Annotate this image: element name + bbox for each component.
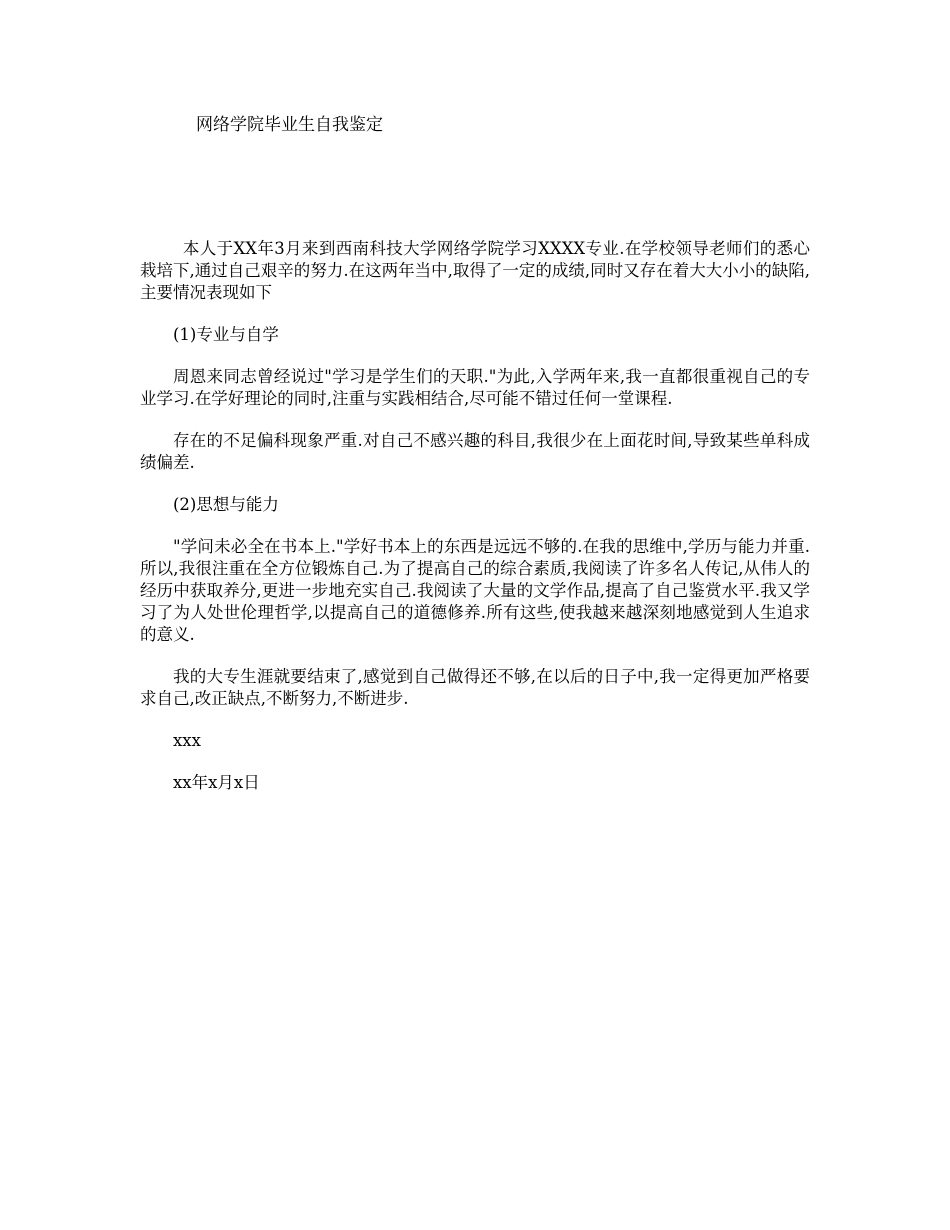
- section-heading-major: (1)专业与自学: [173, 325, 279, 344]
- paragraph-study: 周恩来同志曾经说过"学习是学生们的天职."为此,入学两年来,我一直都很重视自己的专业学习.在学好理论的同时,注重与实践相结合,尽可能不错过任何一堂课程.: [140, 367, 810, 408]
- signature-date: xx年x月x日: [173, 773, 260, 792]
- document-title: 网络学院毕业生自我鉴定: [196, 115, 383, 135]
- paragraph-conclusion: 我的大专生涯就要结束了,感觉到自己做得还不够,在以后的日子中,我一定得更加严格要求自己,改正缺点,不断努力,不断进步.: [140, 667, 810, 708]
- paragraph-intro: 本人于XX年3月来到西南科技大学网络学院学习XXXX专业.在学校领导老师们的悉心栽培下,通过自己艰辛的努力.在这两年当中,取得了一定的成绩,同时又存在着大大小小的缺陷,主要情况表现如下: [140, 239, 810, 302]
- paragraph-ability: "学问未必全在书本上."学好书本上的东西是远远不够的.在我的思维中,学历与能力并重.所以,我很注重在全方位锻炼自己.为了提高自己的综合素质,我阅读了许多名人传记,从伟人的经历中获取养分,更进一步地充实自己.我阅读了大量的文学作品,提高了自己鉴赏水平.我又学习了为人处世伦理哲学,以提高自己的道德修养.所有这些,使我越来越深刻地感觉到人生追求的意义.: [140, 537, 810, 644]
- document-body: [140, 238, 810, 814]
- signature-name: xxx: [173, 731, 201, 750]
- section-heading-ability: (2)思想与能力: [173, 495, 279, 514]
- paragraph-weakness: 存在的不足偏科现象严重.对自己不感兴趣的科目,我很少在上面花时间,导致某些单科成绩偏差.: [140, 431, 810, 472]
